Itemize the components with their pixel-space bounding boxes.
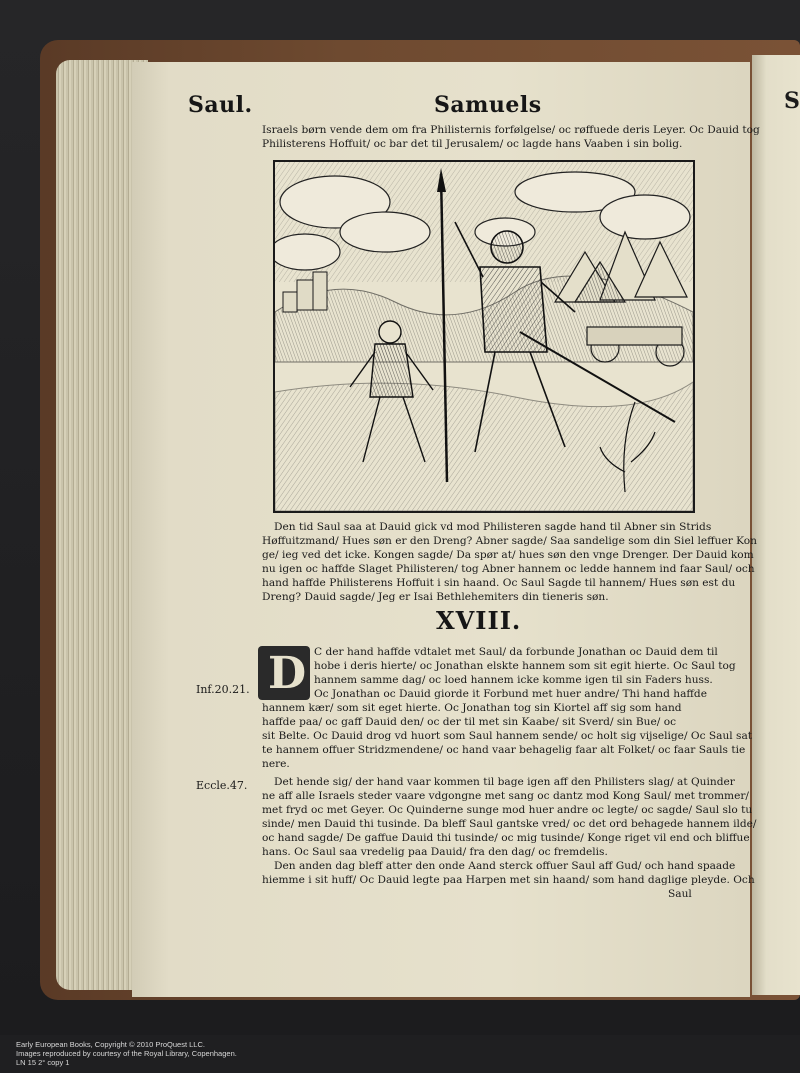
text-line: Den anden dag bleff atter den onde Aand sterck offuer Saul aff Gud/ och hand spaade (274, 860, 736, 872)
text-line: hannem samme dag/ oc loed hannem icke komme igen til sin Faders huss. (314, 674, 713, 686)
text-line: Philisterens Hoffuit/ oc bar det til Jerusalem/ oc lagde hans Vaaben i sin bolig. (262, 138, 683, 150)
text-line: hannem kær/ som sit eget hierte. Oc Jonathan tog sin Kiortel aff sig som hand (262, 702, 682, 714)
text-line: met fryd oc met Geyer. Oc Quinderne sunge mod huer andre oc legte/ oc sagde/ Saul slo tu (262, 804, 753, 816)
margin-note-2: Eccle.47. (196, 779, 248, 792)
margin-note-1: Inf.20.21. (196, 683, 250, 696)
text-line: ne aff alle Israels steder vaare vdgongne met sang oc dantz mod Kong Saul/ met trommer/ (262, 790, 749, 802)
text-line: Dreng? Dauid sagde/ Jeg er Isai Bethlehemiters din tieneris søn. (262, 591, 609, 603)
text-line: Høffuitzmand/ Hues søn er den Dreng? Abner sagde/ Saa sandelige som din Siel leffuer Kon (262, 535, 758, 547)
text-line: hiemme i sit huff/ Oc Dauid legte paa Harpen met sin haand/ som hand daglige pleyde. Och (262, 874, 755, 886)
text-line: Israels børn vende dem om fra Philisternis forfølgelse/ oc røffuede deris Leyer. Oc Dauid tog (262, 124, 760, 136)
text-line: te hannem offuer Stridzmendene/ oc hand vaar behagelig faar alt Folket/ oc faar Sauls tie (262, 744, 746, 756)
running-head-left: Saul. (188, 92, 253, 118)
text-line: nere. (262, 758, 290, 770)
footer-line: Images reproduced by courtesy of the Royal Library, Copenhagen. (16, 1049, 237, 1058)
footer-line: Early European Books, Copyright © 2010 ProQuest LLC. (16, 1040, 205, 1049)
woodcut-drawing (275, 162, 693, 511)
running-head-center: Samuels (434, 92, 542, 118)
text-line: oc hand sagde/ De gaffue Dauid thi tusinde/ oc mig tusinde/ Konge riget vil end och bliffue (262, 832, 750, 844)
text-line: Oc Jonathan oc Dauid giorde it Forbund met huer andre/ Thi hand haffde (314, 688, 707, 700)
text-line: ge/ ieg ved det icke. Kongen sagde/ Da spør at/ hues søn den vnge Drenger. Der Dauid kom (262, 549, 754, 561)
text-line: hand haffde Philisterens Hoffuit i sin haand. Oc Saul Sagde til hannem/ Hues søn est du (262, 577, 736, 589)
copyright-footer (16, 1040, 237, 1067)
text-line: Det hende sig/ der hand vaar kommen til bage igen aff den Philisters slag/ at Quinder (274, 776, 735, 788)
text-line: C der hand haffde vdtalet met Saul/ da forbunde Jonathan oc Dauid dem til (314, 646, 718, 658)
facing-page-running-head: S (784, 88, 800, 114)
text-line: haffde paa/ oc gaff Dauid den/ oc der til met sin Kaabe/ sit Sverd/ sin Bue/ oc (262, 716, 677, 728)
text-line: sinde/ men Dauid thi tusinde. Da bleff Saul gantske vred/ oc det ord behagede hannem ilde/ (262, 818, 757, 830)
text-line: Den tid Saul saa at Dauid gick vd mod Philisteren sagde hand til Abner sin Strids (274, 521, 712, 533)
text-line: sit Belte. Oc Dauid drog vd huort som Saul hannem sende/ oc holt sig vijselige/ Oc Saul sat (262, 730, 753, 742)
footer-line: LN 15 2° copy 1 (16, 1058, 70, 1067)
initial-letter: D (268, 648, 307, 699)
text-line: hobe i deris hierte/ oc Jonathan elskte hannem som sit egit hierte. Oc Saul tog (314, 660, 736, 672)
catchword: Saul (668, 888, 692, 900)
woodcut-illustration (273, 160, 695, 513)
decorated-initial (258, 646, 310, 700)
text-line: hans. Oc Saul saa vredelig paa Dauid/ fra den dag/ oc fremdelis. (262, 846, 608, 858)
facing-page-edge (752, 55, 800, 995)
text-line: nu igen oc haffde Slaget Philisteren/ tog Abner hannem oc ledde hannem ind faar Saul/ och (262, 563, 755, 575)
chapter-number: XVIII. (436, 606, 522, 635)
